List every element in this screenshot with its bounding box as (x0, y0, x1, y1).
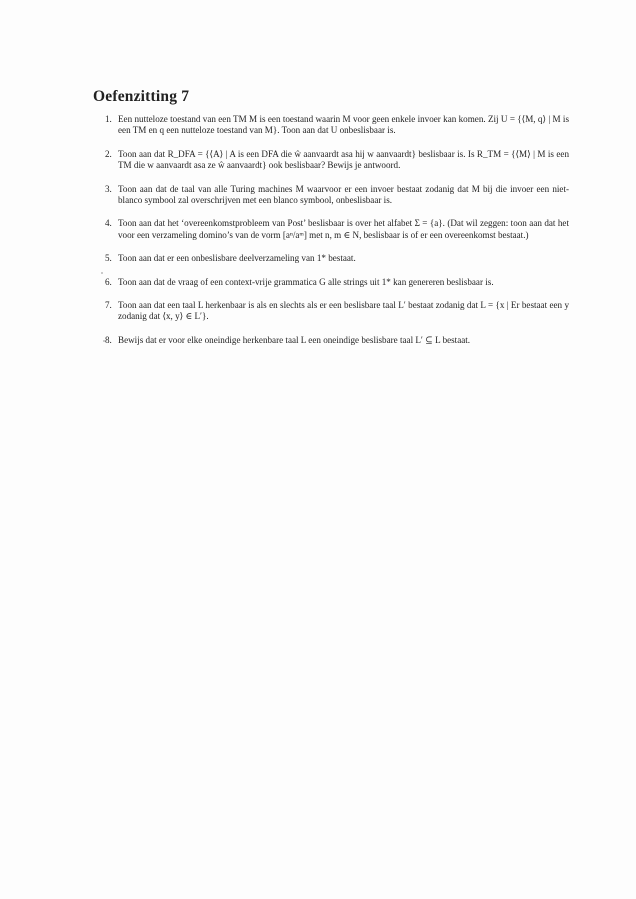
exercise-text: Toon aan dat de vraag of een context-vrije grammatica G alle strings uit 1* kan genereren beslisbaar is. (118, 276, 494, 287)
exercise-number: 8. (105, 334, 112, 345)
scan-speck (101, 272, 103, 274)
exercise-text: Toon aan dat de taal van alle Turing machines M waarvoor er een invoer bestaat zodanig dat M bij die invoer een niet-blanco symbool zal overschrijven met een blanco symbool, onbeslisbaar is. (118, 183, 569, 206)
exercise-number: 4. (105, 218, 112, 229)
exercise-text: Toon aan dat een taal L herkenbaar is als en slechts als er een beslisbare taal L′ bestaat zodanig dat L = {x | Er bestaat een y zodanig dat ⟨x, y⟩ ∈ L′}. (118, 300, 569, 322)
exercise-number: 3. (105, 183, 112, 194)
exercise-text: Bewijs dat er voor elke oneindige herkenbare taal L een oneindige beslisbare taal L′ ⊆ L bestaat. (118, 334, 471, 345)
exercise-text: Een nutteloze toestand van een TM M is een toestand waarin M voor geen enkele invoer kan komen. Zij U = {⟨M, q⟩ | M is een TM en q een nutteloze toestand van M}. Toon aan dat U onbeslisbaar is. (118, 114, 569, 136)
exercise-number: 5. (105, 253, 112, 264)
exercise-text: Toon aan dat het ‘overeenkomstprobleem van Post’ beslisbaar is over het alfabet Σ = {a}. (Dat wil zeggen: toon aan dat het voor een verzameling domino’s van de vorm [aⁿ/aᵐ] met n, m ∈ N, beslisbaar is of er een overeenkomst bestaat.) (118, 218, 569, 240)
exercise-text: Toon aan dat R_DFA = {⟨A⟩ | A is een DFA die ŵ aanvaardt asa hij w aanvaardt} beslisbaar is. Is R_TM = {⟨M⟩ | M is een TM die w aanvaardt asa ze ŵ aanvaardt} ook beslisbaar? Bewijs je antwoord. (118, 148, 569, 171)
list-item (92, 300, 569, 323)
list-item (92, 218, 569, 241)
scan-speck (103, 340, 105, 342)
list-item (92, 277, 569, 288)
page-title: Oefenzitting 7 (93, 88, 190, 105)
exercise-text: Toon aan dat er een onbeslisbare deelverzameling van 1* bestaat. (118, 253, 356, 264)
exercise-number: 7. (105, 300, 112, 311)
exercise-list (92, 114, 569, 358)
exercise-number: 1. (105, 114, 112, 124)
list-item (92, 149, 569, 172)
list-item (92, 114, 569, 137)
exercise-number: 6. (105, 276, 112, 287)
exercise-number: 2. (105, 148, 112, 159)
list-item (92, 335, 569, 346)
list-item (92, 184, 569, 207)
list-item (92, 253, 569, 264)
